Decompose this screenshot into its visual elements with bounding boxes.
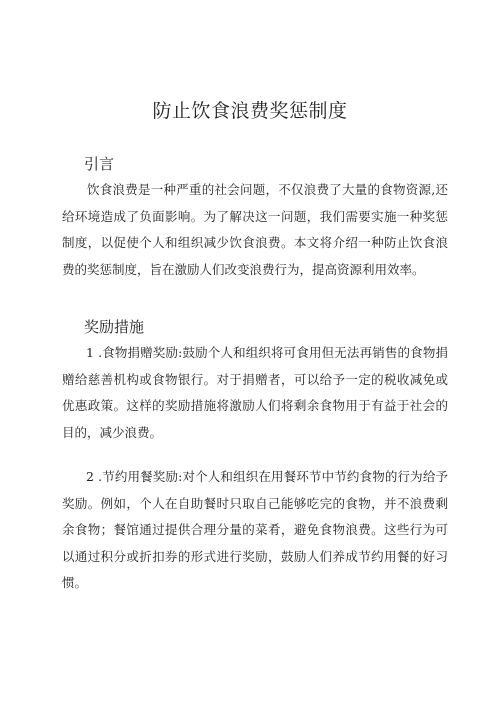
reward-item-food-donation <box>62 340 448 446</box>
section-heading-reward-measures: 奖励措施 <box>84 318 145 336</box>
reward-item-frugal-dining <box>62 464 448 597</box>
reward-item-text: .食物捐赠奖励:鼓励个人和组织将可食用但无法再销售的食物捐赠给慈善机构或食物银行。对于捐赠者，可以给予一定的税收减免或优惠政策。这样的奖励措施将激励人们将剩余食物用于有益于社会的目的，减少浪费。 <box>62 345 448 440</box>
reward-item-text: .节约用餐奖励:对个人和组织在用餐环节中节约食物的行为给予奖励。例如，个人在自助餐时只取自己能够吃完的食物，并不浪费剩余食物；餐馆通过提供合理分量的菜肴，避免食物浪费。这些行为可以通过积分或折扣券的形式进行奖励，鼓励人们养成节约用餐的好习惯。 <box>62 469 448 590</box>
document-title: 防止饮食浪费奖惩制度 <box>152 100 348 122</box>
reward-item-number: 2 <box>86 469 94 484</box>
introduction-paragraph: 饮食浪费是一种严重的社会问题，不仅浪费了大量的食物资源,还给环境造成了负面影响。为了解决这一问题，我们需要实施一种奖惩制度，以促使个人和组织减少饮食浪费。本文将介绍一种防止饮食浪费的奖惩制度，旨在激励人们改变浪费行为，提高资源利用效率。 <box>62 182 448 277</box>
reward-item-number: 1 <box>86 345 94 360</box>
section-heading-introduction: 引言 <box>84 155 115 173</box>
